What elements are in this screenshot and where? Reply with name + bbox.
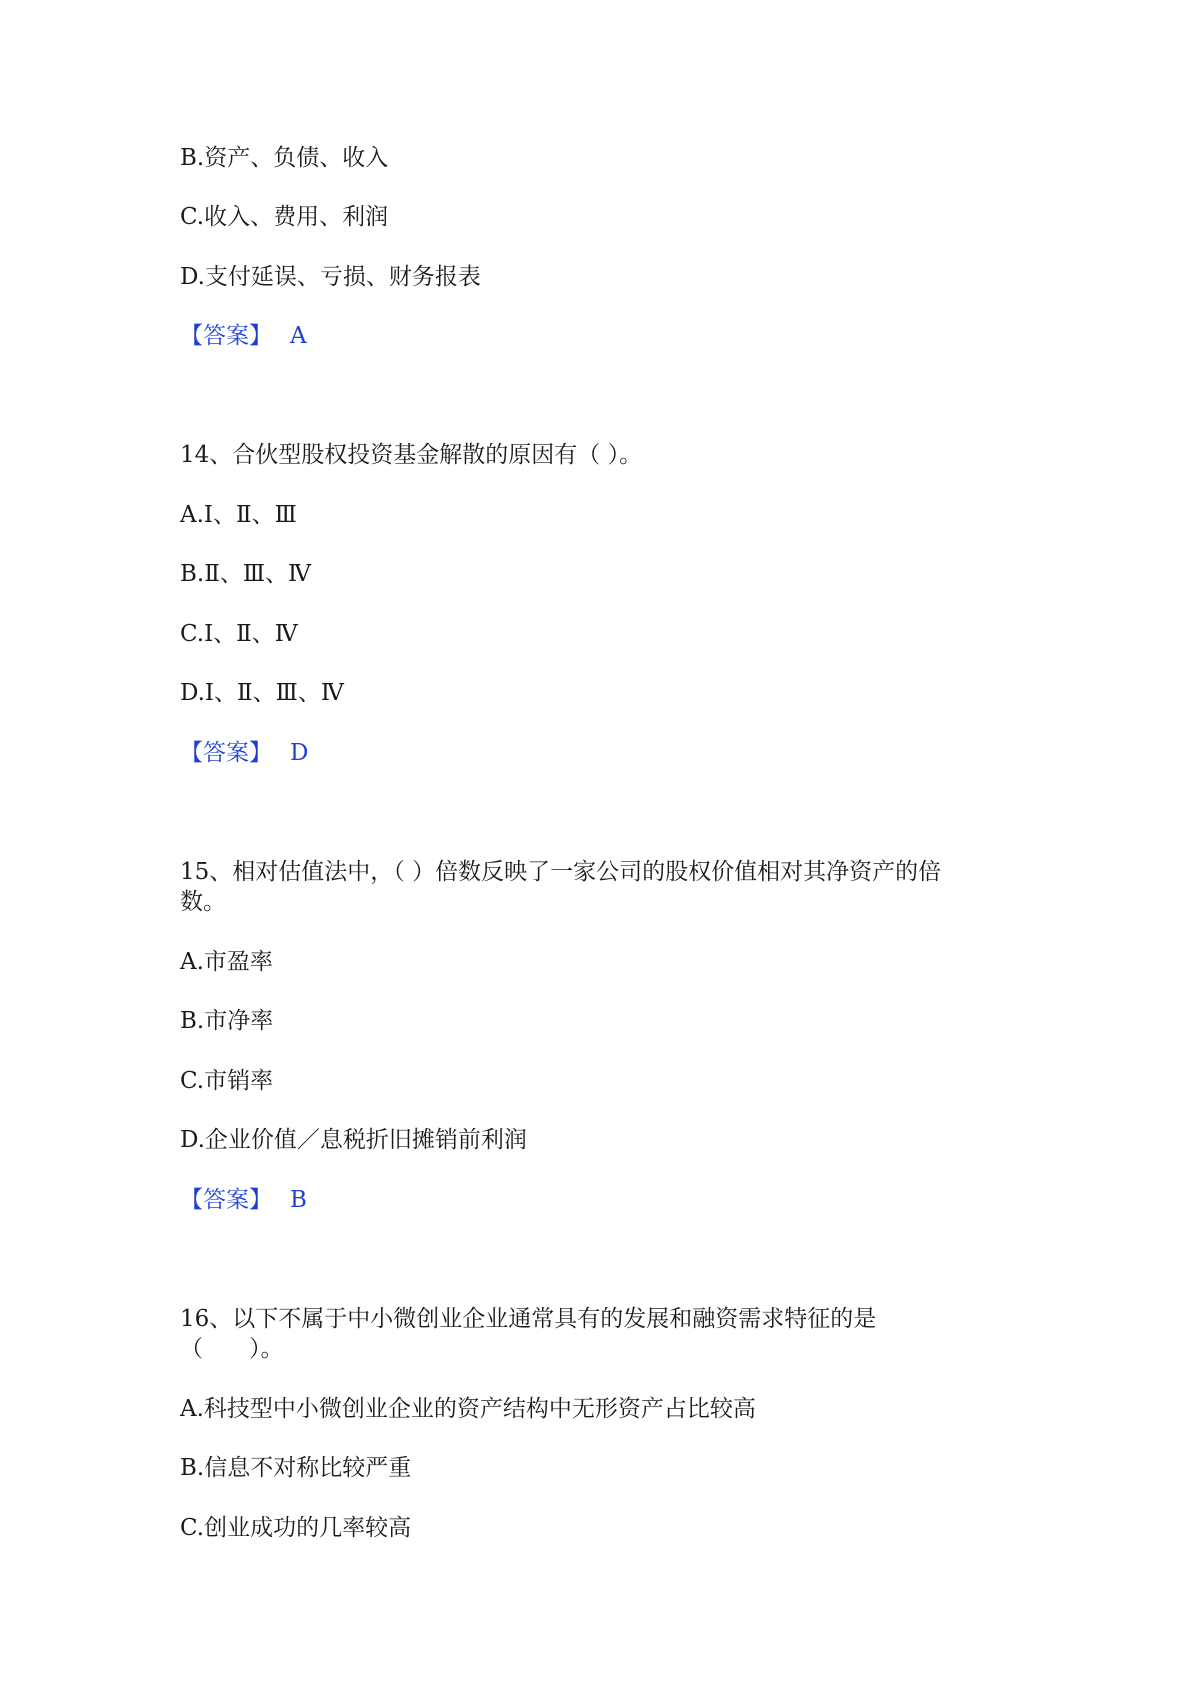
- answer-value: A: [290, 323, 307, 349]
- q14-option-a: A.Ⅰ、Ⅱ、Ⅲ: [180, 502, 297, 528]
- q14-option-d: D.Ⅰ、Ⅱ、Ⅲ、Ⅳ: [180, 680, 344, 706]
- q14-answer-line: [180, 738, 308, 768]
- q16-option-a: A.科技型中小微创业企业的资产结构中无形资产占比较高: [180, 1396, 756, 1422]
- q14-option-c: C.Ⅰ、Ⅱ、Ⅳ: [180, 621, 298, 647]
- q15-option-a: A.市盈率: [180, 949, 273, 975]
- q15-answer-line: [180, 1185, 307, 1215]
- question-15-stem-line2: 数。: [180, 889, 226, 915]
- option-d: D.支付延误、亏损、财务报表: [180, 264, 481, 290]
- answer-line: [180, 321, 307, 351]
- question-15-stem-line1: 15、相对估值法中，（ ）倍数反映了一家公司的股权价值相对其净资产的倍: [180, 859, 942, 885]
- q15-option-d: D.企业价值／息税折旧摊销前利润: [180, 1127, 527, 1153]
- answer-value: D: [290, 740, 309, 766]
- answer-label: 【答案】: [180, 323, 272, 349]
- question-16-stem-line2: （ ）。: [180, 1336, 284, 1362]
- q15-option-b: B.市净率: [180, 1008, 274, 1034]
- q14-option-b: B.Ⅱ、Ⅲ、Ⅳ: [180, 561, 312, 587]
- answer-value: B: [290, 1187, 307, 1213]
- q16-option-c: C.创业成功的几率较高: [180, 1515, 412, 1541]
- answer-label: 【答案】: [180, 1187, 272, 1213]
- question-16-stem-line1: 16、以下不属于中小微创业企业通常具有的发展和融资需求特征的是: [180, 1306, 877, 1332]
- option-c: C.收入、费用、利润: [180, 204, 389, 230]
- answer-label: 【答案】: [180, 740, 272, 766]
- q16-option-b: B.信息不对称比较严重: [180, 1455, 412, 1481]
- option-b: B.资产、负债、收入: [180, 145, 389, 171]
- q15-option-c: C.市销率: [180, 1068, 274, 1094]
- question-14-stem: 14、合伙型股权投资基金解散的原因有（ ）。: [180, 442, 643, 468]
